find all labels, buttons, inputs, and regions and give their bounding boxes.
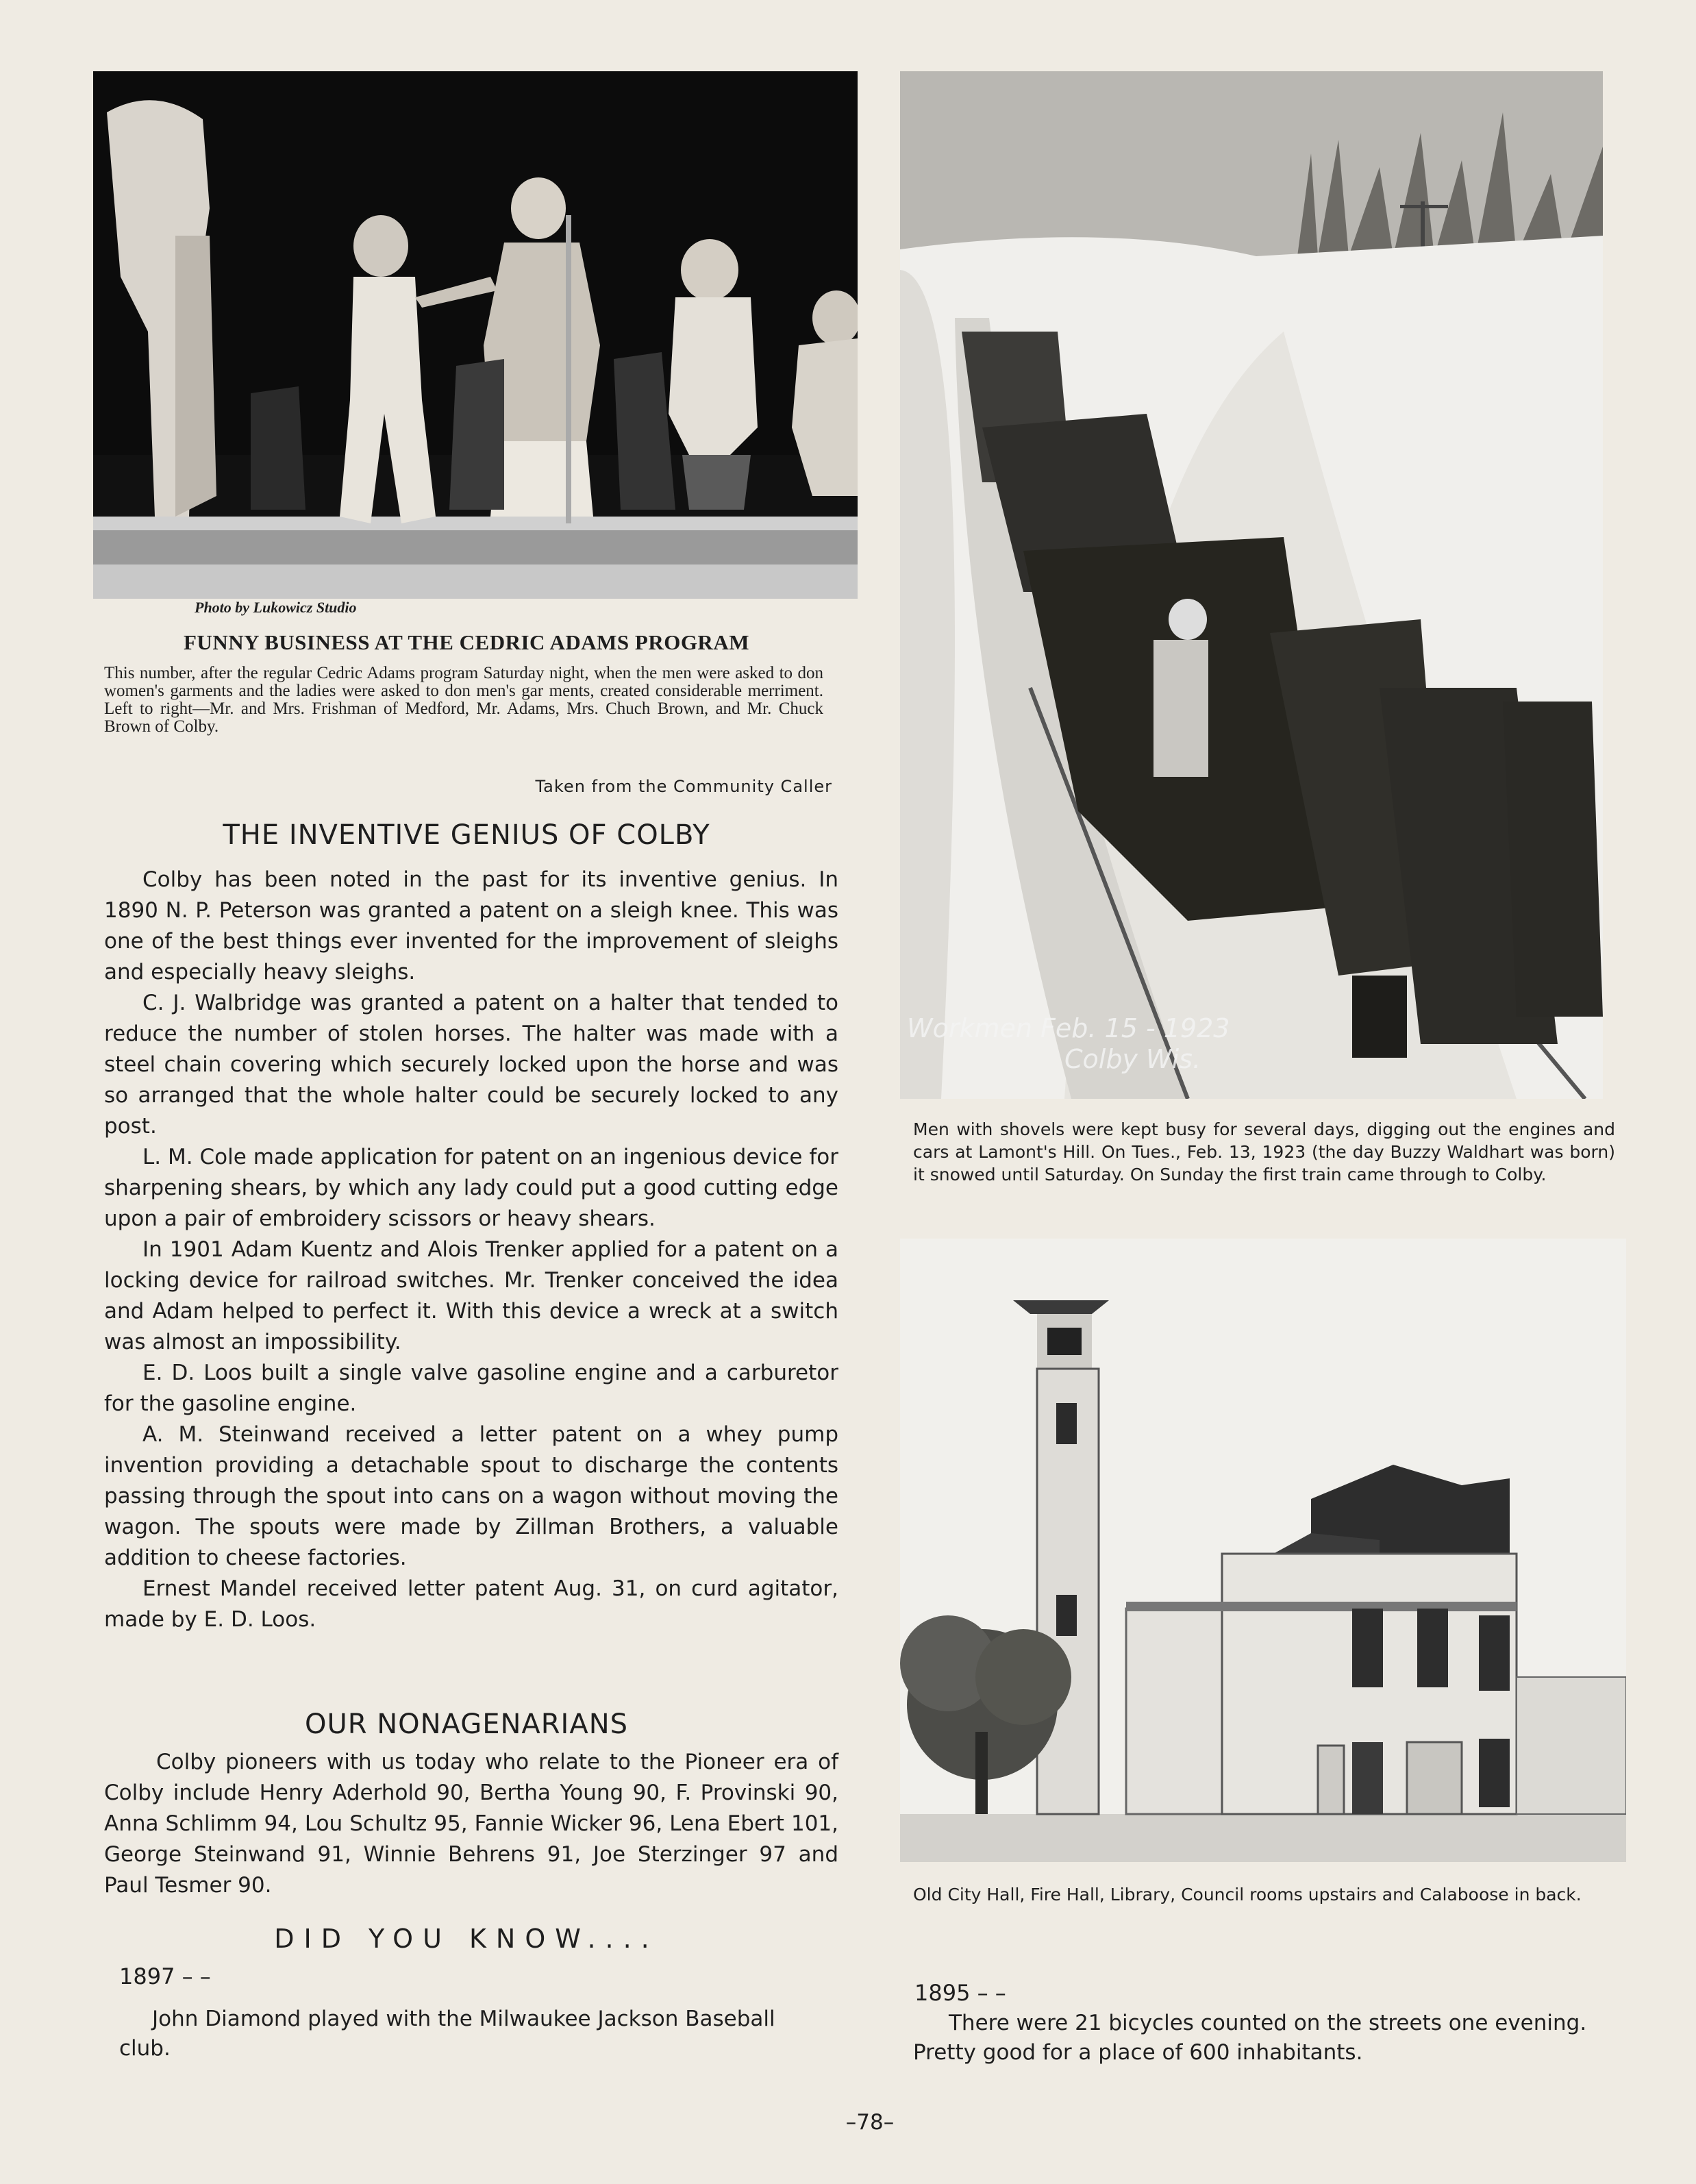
inventive-paragraph: L. M. Cole made application for patent on an ingenious device for sharpening shears, by which any lady could put a good cutting edge upon a pair of embroidery scissors or heavy shears. <box>104 1145 838 1231</box>
page-number: –78– <box>845 2110 895 2135</box>
funny-business-title: FUNNY BUSINESS AT THE CEDRIC ADAMS PROGRAM <box>184 630 749 654</box>
did-you-know-fact: John Diamond played with the Milwaukee Jackson Baseball club. <box>119 2007 775 2061</box>
nonagenarians-body <box>104 1747 838 1901</box>
inventive-genius-title: THE INVENTIVE GENIUS OF COLBY <box>223 819 710 851</box>
did-you-know-fact: There were 21 bicycles counted on the streets one evening. Pretty good for a place of 600 inhabitants. <box>913 2011 1587 2065</box>
inventive-paragraph: E. D. Loos built a single valve gasoline engine and a carburetor for the gasoline engine. <box>104 1361 838 1416</box>
funny-business-caption: This number, after the regular Cedric Adams program Saturday night, when the men were asked to don women's garments and the ladies were asked to don men's gar ments, created considerable merriment. Left to right—Mr. and Mrs. Frishman of Medford, Mr. Adams, Mrs. Chuch Brown, and Mr. Chuck Brown of Colby. <box>104 664 823 736</box>
did-you-know-year: 1897 – – <box>119 1963 211 1989</box>
inventive-paragraph: Ernest Mandel received letter patent Aug. 31, on curd agitator, made by E. D. Loos. <box>104 1576 838 1632</box>
funny-business-source: Taken from the Community Caller <box>535 777 832 796</box>
inventive-paragraph: C. J. Walbridge was granted a patent on a halter that tended to reduce the number of stolen horses. The halter was made with a steel chain covering which securely locked upon the horse and was so arranged that the whole halter could be securely locked to any post. <box>104 991 838 1139</box>
did-you-know-title: DID YOU KNOW.... <box>274 1924 659 1954</box>
inventive-genius-body <box>104 865 838 1635</box>
workmen-snow-photo <box>900 71 1603 1099</box>
inventive-paragraph: In 1901 Adam Kuentz and Alois Trenker applied for a patent on a locking device for railroad switches. Mr. Trenker conceived the idea and Adam helped to perfect it. With this device a wreck at a switch was almost an impossibility. <box>104 1237 838 1354</box>
old-city-hall-photo <box>900 1239 1626 1862</box>
photo-credit: Photo by Lukowicz Studio <box>195 599 357 616</box>
nonagenarians-paragraph: Colby pioneers with us today who relate to the Pioneer era of Colby include Henry Aderhold 90, Bertha Young 90, F. Provinski 90, Anna Schlimm 94, Lou Schultz 95, Fannie Wicker 96, Lena Ebert 101, George Steinwand 91, Winnie Behrens 91, Joe Sterzinger 97 and Paul Tesmer 90. <box>104 1750 838 1898</box>
did-you-know-year: 1895 – – <box>914 1980 1006 2006</box>
workmen-photo-caption: Men with shovels were kept busy for several days, digging out the engines and cars at Lamont's Hill. On Tues., Feb. 13, 1923 (the day Buzzy Waldhart was born) it snowed until Saturday. On Sunday the first train came through to Colby. <box>913 1119 1615 1184</box>
city-hall-photo-caption: Old City Hall, Fire Hall, Library, Council rooms upstairs and Calaboose in back. <box>913 1885 1582 1904</box>
inventive-paragraph: A. M. Steinwand received a letter patent on a whey pump invention providing a detachable spout to discharge the contents passing through the spout into cans on a wagon without moving the wagon. The spouts were made by Zillman Brothers, a valuable addition to cheese factories. <box>104 1422 838 1570</box>
inventive-paragraph: Colby has been noted in the past for its inventive genius. In 1890 N. P. Peterson was granted a patent on a sleigh knee. This was one of the best things ever invented for the improvement of sleighs and especially heavy sleighs. <box>104 867 838 984</box>
photo-inscription: Colby Wis. <box>1064 1044 1201 1074</box>
photo-inscription: Workmen Feb. 15 - 1923 <box>907 1013 1230 1043</box>
cedric-adams-photo <box>93 71 858 599</box>
nonagenarians-title: OUR NONAGENARIANS <box>304 1709 629 1740</box>
